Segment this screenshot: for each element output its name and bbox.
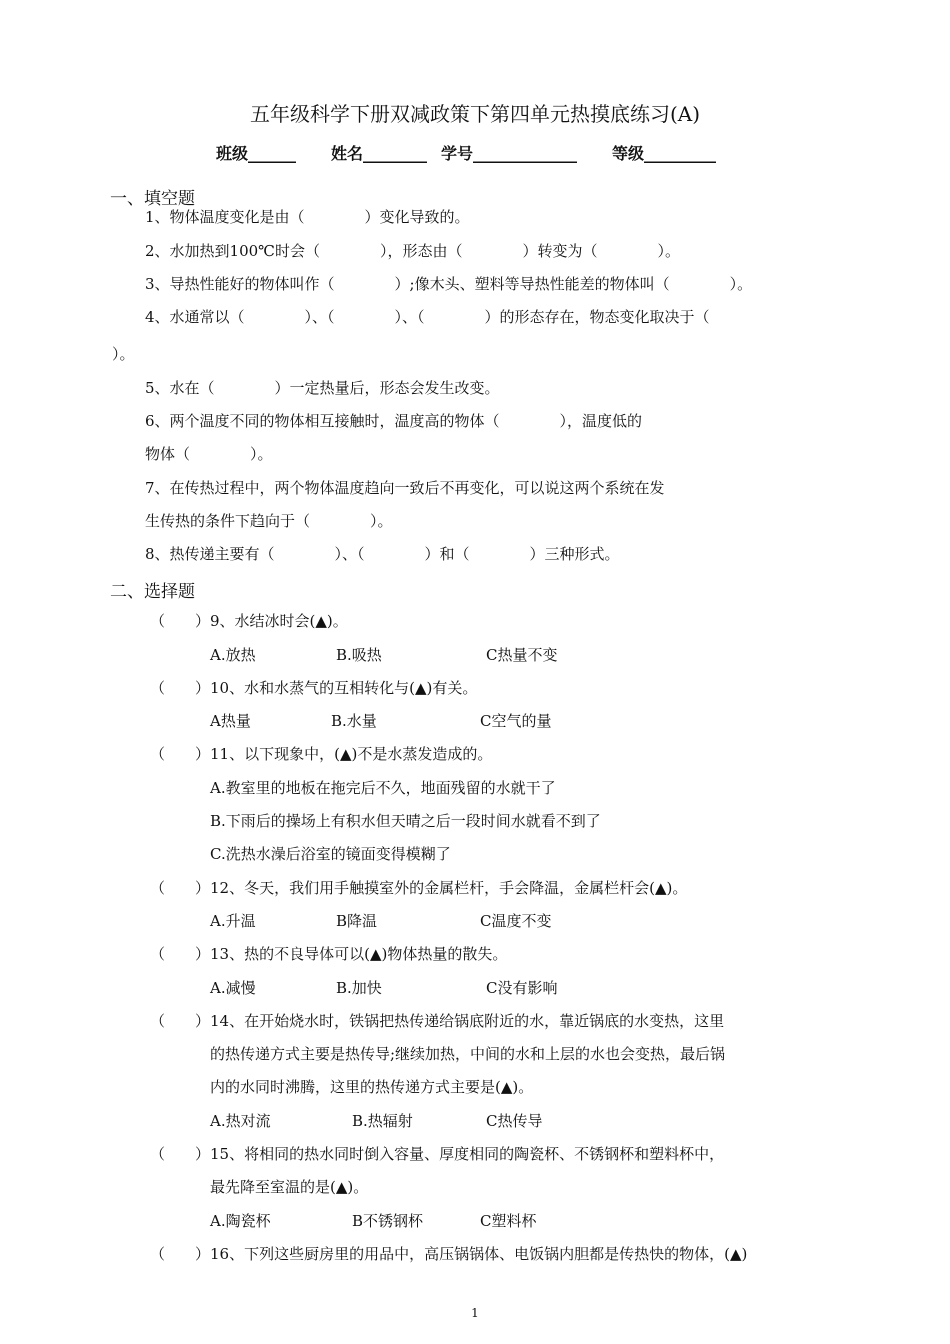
question-11: 11、以下现象中，(▲)不是水蒸发造成的。: [210, 745, 493, 763]
class-field: 班级______: [216, 144, 297, 163]
answer-paren: （ ）: [150, 1245, 211, 1263]
question-6-line-2: 物体（ ）。: [145, 445, 273, 463]
grade-field: 等级_________: [612, 144, 717, 163]
question-14-line-2: 的热传递方式主要是热传导;继续加热，中间的水和上层的水也会变热，最后锅: [210, 1045, 726, 1063]
option-b: B.吸热: [336, 646, 382, 664]
question-15-line-1: 15、将相同的热水同时倒入容量、厚度相同的陶瓷杯、不锈钢杯和塑料杯中，: [210, 1145, 725, 1163]
option-b: B.下雨后的操场上有积水但天晴之后一段时间水就看不到了: [210, 812, 601, 830]
question-8: 8、热传递主要有（ ）、（ ）和（ ）三种形式。: [145, 545, 620, 563]
option-a: A.教室里的地板在拖完后不久，地面残留的水就干了: [210, 779, 556, 797]
section-heading-fill-in: 一、填空题: [110, 189, 195, 209]
question-4-line-2: ）。: [112, 345, 135, 363]
option-c: C温度不变: [480, 912, 552, 930]
option-a: A热量: [210, 712, 251, 730]
answer-paren: （ ）: [150, 745, 211, 763]
option-c: C没有影响: [486, 979, 558, 997]
student-id-field: 学号_____________: [441, 144, 578, 163]
option-b: B降温: [336, 912, 378, 930]
option-a: A.陶瓷杯: [210, 1212, 271, 1230]
option-c: C塑料杯: [480, 1212, 537, 1230]
question-13: 13、热的不良导体可以(▲)物体热量的散失。: [210, 945, 508, 963]
option-b: B不锈钢杯: [352, 1212, 424, 1230]
question-10: 10、水和水蒸气的互相转化与(▲)有关。: [210, 679, 478, 697]
question-7-line-1: 7、在传热过程中，两个物体温度趋向一致后不再变化，可以说这两个系统在发: [145, 479, 665, 497]
option-c: C热量不变: [486, 646, 558, 664]
answer-paren: （ ）: [150, 945, 211, 963]
question-1: 1、物体温度变化是由（ ）变化导致的。: [145, 208, 470, 226]
answer-paren: （ ）: [150, 612, 211, 630]
section-heading-choice: 二、选择题: [110, 582, 195, 602]
option-a: A.减慢: [210, 979, 256, 997]
question-9: 9、水结冰时会(▲)。: [210, 612, 348, 630]
page-title: 五年级科学下册双减政策下第四单元热摸底练习(A): [249, 102, 701, 126]
option-a: A.热对流: [210, 1112, 271, 1130]
name-field: 姓名________: [331, 144, 428, 163]
answer-paren: （ ）: [150, 1145, 211, 1163]
question-4-line-1: 4、水通常以（ ）、（ ）、（ ）的形态存在，物态变化取决于（: [145, 308, 710, 326]
option-a: A.升温: [210, 912, 256, 930]
option-c: C空气的量: [480, 712, 552, 730]
question-5: 5、水在（ ）一定热量后，形态会发生改变。: [145, 379, 500, 397]
question-7-line-2: 生传热的条件下趋向于（ ）。: [145, 512, 393, 530]
answer-paren: （ ）: [150, 679, 211, 697]
option-a: A.放热: [210, 646, 256, 664]
option-c: C.洗热水澡后浴室的镜面变得模糊了: [210, 845, 451, 863]
question-6-line-1: 6、两个温度不同的物体相互接触时，温度高的物体（ ），温度低的: [145, 412, 643, 430]
answer-paren: （ ）: [150, 879, 211, 897]
question-2: 2、水加热到100℃时会（ ），形态由（ ）转变为（ ）。: [145, 242, 680, 260]
option-b: B.热辐射: [352, 1112, 413, 1130]
question-16-line-1: 16、下列这些厨房里的用品中，高压锅锅体、电饭锅内胆都是传热快的物体，(▲): [210, 1245, 748, 1263]
option-b: B.加快: [336, 979, 382, 997]
question-14-line-1: 14、在开始烧水时，铁锅把热传递给锅底附近的水，靠近锅底的水变热，这里: [210, 1012, 725, 1030]
question-12: 12、冬天，我们用手触摸室外的金属栏杆，手会降温，金属栏杆会(▲)。: [210, 879, 688, 897]
option-b: B.水量: [331, 712, 377, 730]
question-3: 3、导热性能好的物体叫作（ ）;像木头、塑料等导热性能差的物体叫（ ）。: [145, 275, 753, 293]
page-number: 1: [471, 1306, 479, 1320]
answer-paren: （ ）: [150, 1012, 211, 1030]
option-c: C热传导: [486, 1112, 543, 1130]
question-15-line-2: 最先降至室温的是(▲)。: [210, 1178, 369, 1196]
question-14-line-3: 内的水同时沸腾，这里的热传递方式主要是(▲)。: [210, 1078, 534, 1096]
